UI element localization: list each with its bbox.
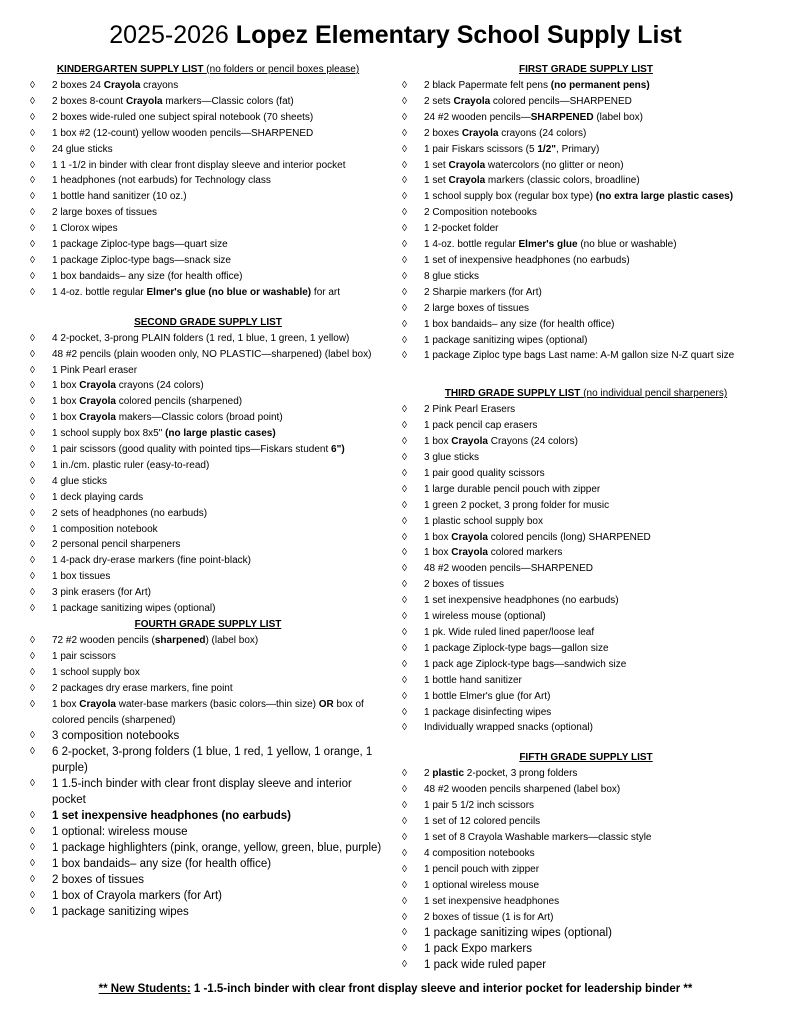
diamond-bullet-icon: ◊ (30, 286, 35, 298)
supply-item: ◊ 48 #2 pencils (plain wooden only, NO PLASTIC—sharpened) (label box) (30, 347, 386, 363)
supply-item: ◊ 2 boxes of tissues (402, 577, 770, 593)
diamond-bullet-icon: ◊ (402, 531, 407, 543)
diamond-bullet-icon: ◊ (30, 730, 35, 742)
diamond-bullet-icon: ◊ (30, 810, 35, 822)
right-column (402, 62, 770, 973)
supply-item: ◊ 24 glue sticks (30, 142, 386, 158)
supply-item: ◊ 1 set of inexpensive headphones (no earbuds) (402, 253, 770, 269)
supply-item: ◊ 6 2-pocket, 3-prong folders (1 blue, 1 red, 1 yellow, 1 orange, 1 purple) (30, 746, 373, 775)
diamond-bullet-icon: ◊ (402, 499, 407, 511)
supply-item: ◊ 1 box Crayola water-base markers (basic colors—thin size) OR box of colored pencils (sharpened) (30, 698, 364, 726)
supply-item: ◊ 1 box Crayola colored pencils (sharpened) (30, 394, 386, 410)
diamond-bullet-icon: ◊ (402, 547, 407, 559)
diamond-bullet-icon: ◊ (30, 475, 35, 487)
diamond-bullet-icon: ◊ (402, 515, 407, 527)
diamond-bullet-icon: ◊ (402, 927, 407, 939)
supply-item: ◊ 72 #2 wooden pencils (sharpened) (label box) (30, 633, 386, 649)
diamond-bullet-icon: ◊ (402, 223, 407, 235)
diamond-bullet-icon: ◊ (402, 436, 407, 448)
fourth-grade-list-continued (30, 728, 386, 920)
diamond-bullet-icon: ◊ (402, 706, 407, 718)
supply-item: ◊ 1 school supply box (30, 665, 386, 681)
diamond-bullet-icon: ◊ (30, 428, 35, 440)
diamond-bullet-icon: ◊ (402, 334, 407, 346)
diamond-bullet-icon: ◊ (30, 555, 35, 567)
diamond-bullet-icon: ◊ (402, 467, 407, 479)
diamond-bullet-icon: ◊ (402, 111, 407, 123)
supply-item: ◊ 2 boxes 24 Crayola crayons (30, 78, 386, 94)
diamond-bullet-icon: ◊ (30, 444, 35, 456)
diamond-bullet-icon: ◊ (30, 191, 35, 203)
diamond-bullet-icon: ◊ (402, 642, 407, 654)
kindergarten-list (30, 78, 386, 301)
diamond-bullet-icon: ◊ (402, 831, 407, 843)
diamond-bullet-icon: ◊ (30, 143, 35, 155)
diamond-bullet-icon: ◊ (30, 778, 35, 790)
diamond-bullet-icon: ◊ (402, 483, 407, 495)
supply-item: ◊ 3 composition notebooks (30, 730, 180, 743)
supply-item: ◊ 1 package sanitizing wipes (optional) (30, 601, 386, 617)
diamond-bullet-icon: ◊ (30, 603, 35, 615)
supply-item: ◊ 1 4-pack dry-erase markers (fine point-black) (30, 553, 386, 569)
diamond-bullet-icon: ◊ (30, 111, 35, 123)
supply-item: ◊ Individually wrapped snacks (optional) (402, 720, 770, 736)
supply-item: ◊ 1 box bandaids– any size (for health office) (402, 317, 770, 333)
title-year: 2025-2026 (109, 21, 229, 49)
supply-item: ◊ 1 box #2 (12-count) yellow wooden pencils—SHARPENED (30, 126, 386, 142)
diamond-bullet-icon: ◊ (402, 207, 407, 219)
diamond-bullet-icon: ◊ (402, 690, 407, 702)
supply-item: ◊ 1 bottle hand sanitizer (10 oz.) (30, 189, 386, 205)
supply-item: ◊ 1 composition notebook (30, 522, 386, 538)
supply-item: ◊ 1 set of 8 Crayola Washable markers—classic style (402, 830, 770, 846)
supply-item: ◊ 1 package Ziploc type bags Last name: A-M gallon size N-Z quart size (402, 348, 770, 364)
supply-item: ◊ 2 large boxes of tissues (30, 205, 386, 221)
supply-item: ◊ 1 2-pocket folder (402, 221, 770, 237)
diamond-bullet-icon: ◊ (402, 254, 407, 266)
diamond-bullet-icon: ◊ (402, 800, 407, 812)
diamond-bullet-icon: ◊ (30, 635, 35, 646)
supply-item: ◊ 1 school supply box (regular box type) (no extra large plastic cases) (402, 189, 770, 205)
diamond-bullet-icon: ◊ (402, 286, 407, 298)
diamond-bullet-icon: ◊ (402, 80, 407, 91)
supply-item: ◊ 2 boxes of tissues (30, 874, 145, 887)
diamond-bullet-icon: ◊ (402, 143, 407, 155)
diamond-bullet-icon: ◊ (402, 95, 407, 107)
supply-item: ◊ 1 optional wireless mouse (402, 878, 770, 894)
diamond-bullet-icon: ◊ (30, 396, 35, 408)
diamond-bullet-icon: ◊ (30, 239, 35, 251)
supply-item: ◊ 1 set inexpensive headphones (no earbuds) (30, 810, 292, 823)
supply-item: ◊ 1 box bandaids– any size (for health office) (30, 269, 386, 285)
diamond-bullet-icon: ◊ (30, 666, 35, 678)
fourth-grade-heading: FOURTH GRADE SUPPLY LIST (134, 619, 282, 630)
diamond-bullet-icon: ◊ (30, 507, 35, 519)
supply-item: ◊ 1 package Ziplock-type bags—gallon size (402, 641, 770, 657)
supply-item: ◊ 2 boxes Crayola crayons (24 colors) (402, 126, 770, 142)
diamond-bullet-icon: ◊ (30, 95, 35, 107)
supply-item: ◊ 1 pair scissors (good quality with pointed tips—Fiskars student 6") (30, 442, 386, 458)
supply-item: ◊ 1 bottle hand sanitizer (402, 673, 770, 689)
diamond-bullet-icon: ◊ (30, 826, 35, 838)
supply-item: ◊ 1 pair 5 1/2 inch scissors (402, 798, 770, 814)
diamond-bullet-icon: ◊ (30, 491, 35, 503)
supply-item: ◊ 1 headphones (not earbuds) for Technology class (30, 173, 386, 189)
supply-item: ◊ 1 package Ziploc-type bags—quart size (30, 237, 386, 253)
diamond-bullet-icon: ◊ (402, 943, 407, 955)
diamond-bullet-icon: ◊ (30, 906, 35, 918)
supply-item: ◊ 1 box of Crayola markers (for Art) (30, 890, 222, 903)
supply-item: ◊ 3 glue sticks (402, 450, 770, 466)
diamond-bullet-icon: ◊ (402, 895, 407, 907)
diamond-bullet-icon: ◊ (30, 571, 35, 583)
left-column (30, 62, 386, 920)
diamond-bullet-icon: ◊ (402, 911, 407, 923)
supply-item: ◊ 1 green 2 pocket, 3 prong folder for music (402, 498, 770, 514)
supply-item: ◊ 4 2-pocket, 3-prong PLAIN folders (1 red, 1 blue, 1 green, 1 yellow) (30, 331, 386, 347)
diamond-bullet-icon: ◊ (402, 159, 407, 171)
supply-item: ◊ 1 pack pencil cap erasers (402, 418, 770, 434)
supply-item: ◊ 2 personal pencil sharpeners (30, 537, 386, 553)
fifth-grade-list (402, 766, 770, 925)
diamond-bullet-icon: ◊ (30, 348, 35, 360)
diamond-bullet-icon: ◊ (30, 523, 35, 535)
supply-item: ◊ 1 set Crayola markers (classic colors, broadline) (402, 173, 770, 189)
supply-item: ◊ 1 package sanitizing wipes (optional) (402, 927, 612, 940)
diamond-bullet-icon: ◊ (30, 270, 35, 282)
supply-item: ◊ 1 box Crayola colored pencils (long) SHARPENED (402, 530, 770, 546)
fifth-grade-list-continued (402, 925, 770, 973)
supply-item: ◊ 1 set Crayola watercolors (no glitter or neon) (402, 158, 770, 174)
diamond-bullet-icon: ◊ (402, 191, 407, 203)
diamond-bullet-icon: ◊ (30, 587, 35, 599)
supply-item: ◊ 48 #2 wooden pencils sharpened (label box) (402, 782, 770, 798)
diamond-bullet-icon: ◊ (402, 579, 407, 591)
supply-item: ◊ 1 set of 12 colored pencils (402, 814, 770, 830)
diamond-bullet-icon: ◊ (402, 674, 407, 686)
diamond-bullet-icon: ◊ (30, 539, 35, 551)
diamond-bullet-icon: ◊ (30, 380, 35, 392)
supply-item: ◊ 1 pencil pouch with zipper (402, 862, 770, 878)
diamond-bullet-icon: ◊ (402, 959, 407, 971)
supply-item: ◊ 8 glue sticks (402, 269, 770, 285)
supply-item: ◊ 1 in./cm. plastic ruler (easy-to-read) (30, 458, 386, 474)
diamond-bullet-icon: ◊ (402, 318, 407, 330)
supply-item: ◊ 1 deck playing cards (30, 490, 386, 506)
diamond-bullet-icon: ◊ (30, 332, 35, 344)
diamond-bullet-icon: ◊ (30, 842, 35, 854)
diamond-bullet-icon: ◊ (402, 302, 407, 314)
diamond-bullet-icon: ◊ (402, 863, 407, 875)
supply-item: ◊ 1 box Crayola Crayons (24 colors) (402, 434, 770, 450)
supply-item: ◊ 1 Pink Pearl eraser (30, 363, 386, 379)
diamond-bullet-icon: ◊ (402, 627, 407, 638)
supply-item: ◊ 1 box tissues (30, 569, 386, 585)
supply-item: ◊ 1 school supply box 8x5" (no large plastic cases) (30, 426, 386, 442)
diamond-bullet-icon: ◊ (402, 452, 407, 464)
supply-item: ◊ 1 package highlighters (pink, orange, yellow, green, blue, purple) (30, 842, 382, 855)
kindergarten-heading: KINDERGARTEN SUPPLY LIST (no folders or pencil boxes please) (56, 64, 360, 75)
diamond-bullet-icon: ◊ (402, 768, 407, 780)
supply-item: ◊ 1 box Crayola makers—Classic colors (broad point) (30, 410, 386, 426)
diamond-bullet-icon: ◊ (30, 650, 35, 662)
supply-item: ◊ 1 box Crayola colored markers (402, 545, 770, 561)
diamond-bullet-icon: ◊ (402, 784, 407, 796)
diamond-bullet-icon: ◊ (30, 127, 35, 139)
supply-item: ◊ 1 4-oz. bottle regular Elmer's glue (no blue or washable) (402, 237, 770, 253)
supply-item: ◊ 2 Composition notebooks (402, 205, 770, 221)
third-grade-list (402, 402, 770, 736)
diamond-bullet-icon: ◊ (30, 858, 35, 870)
diamond-bullet-icon: ◊ (30, 159, 35, 171)
supply-item: ◊ 1 1 -1/2 in binder with clear front display sleeve and interior pocket (30, 158, 386, 174)
supply-item: ◊ 1 box bandaids– any size (for health office) (30, 858, 272, 871)
diamond-bullet-icon: ◊ (402, 420, 407, 432)
supply-item: ◊ 1 package disinfecting wipes (402, 705, 770, 721)
supply-item: ◊ 48 #2 wooden pencils—SHARPENED (402, 561, 770, 577)
supply-item: ◊ 1 pack wide ruled paper (402, 959, 547, 972)
diamond-bullet-icon: ◊ (30, 207, 35, 219)
supply-item: ◊ 1 pack Expo markers (402, 943, 533, 956)
diamond-bullet-icon: ◊ (30, 698, 35, 710)
diamond-bullet-icon: ◊ (30, 364, 35, 376)
title-school: Lopez Elementary School Supply List (235, 21, 682, 49)
fifth-grade-heading: FIFTH GRADE SUPPLY LIST (519, 752, 653, 764)
supply-item: ◊ 1 set inexpensive headphones (402, 894, 770, 910)
diamond-bullet-icon: ◊ (402, 127, 407, 139)
supply-item: ◊ 1 package Ziploc-type bags—snack size (30, 253, 386, 269)
diamond-bullet-icon: ◊ (402, 816, 407, 828)
supply-item: ◊ 2 large boxes of tissues (402, 301, 770, 317)
fourth-grade-list (30, 633, 386, 728)
supply-item: ◊ 1 box Crayola crayons (24 colors) (30, 378, 386, 394)
diamond-bullet-icon: ◊ (30, 890, 35, 902)
supply-item: ◊ 1 wireless mouse (optional) (402, 609, 770, 625)
diamond-bullet-icon: ◊ (30, 412, 35, 424)
supply-item: ◊ 1 optional: wireless mouse (30, 826, 188, 839)
supply-item: ◊ 2 boxes of tissue (1 is for Art) (402, 910, 770, 926)
supply-item: ◊ 2 boxes 8-count Crayola markers—Classic colors (fat) (30, 94, 386, 110)
diamond-bullet-icon: ◊ (402, 563, 407, 575)
supply-item: ◊ 2 sets Crayola colored pencils—SHARPENED (402, 94, 770, 110)
supply-item: ◊ 1 pair Fiskars scissors (5 1/2", Primary) (402, 142, 770, 158)
page-title (0, 18, 791, 52)
diamond-bullet-icon: ◊ (30, 682, 35, 694)
diamond-bullet-icon: ◊ (402, 847, 407, 859)
third-grade-heading: THIRD GRADE SUPPLY LIST (no individual pencil sharpeners) (444, 388, 728, 400)
supply-item: ◊ 1 4-oz. bottle regular Elmer's glue (no blue or washable) for art (30, 285, 386, 301)
supply-item: ◊ 2 Pink Pearl Erasers (402, 402, 770, 418)
supply-item: ◊ 1 bottle Elmer's glue (for Art) (402, 689, 770, 705)
supply-item: ◊ 2 plastic 2-pocket, 3 prong folders (402, 766, 770, 782)
diamond-bullet-icon: ◊ (30, 874, 35, 886)
diamond-bullet-icon: ◊ (402, 658, 407, 670)
diamond-bullet-icon: ◊ (402, 611, 407, 623)
supply-item: ◊ 3 pink erasers (for Art) (30, 585, 386, 601)
second-grade-heading: SECOND GRADE SUPPLY LIST (134, 316, 282, 328)
supply-item: ◊ 24 #2 wooden pencils—SHARPENED (label box) (402, 110, 770, 126)
supply-item: ◊ 1 package sanitizing wipes (optional) (402, 333, 770, 349)
diamond-bullet-icon: ◊ (402, 879, 407, 891)
supply-item: ◊ 1 1.5-inch binder with clear front display sleeve and interior pocket (30, 778, 352, 807)
diamond-bullet-icon: ◊ (30, 175, 35, 187)
supply-item: ◊ 1 pair scissors (30, 649, 386, 665)
supply-item: ◊ 2 sets of headphones (no earbuds) (30, 506, 386, 522)
first-grade-heading: FIRST GRADE SUPPLY LIST (519, 64, 653, 75)
supply-item: ◊ 2 black Papermate felt pens (no permanent pens) (402, 78, 770, 94)
diamond-bullet-icon: ◊ (30, 254, 35, 266)
second-grade-list (30, 331, 386, 617)
diamond-bullet-icon: ◊ (402, 175, 407, 187)
supply-item: ◊ 1 pack age Ziplock-type bags—sandwich size (402, 657, 770, 673)
supply-item: ◊ 2 Sharpie markers (for Art) (402, 285, 770, 301)
diamond-bullet-icon: ◊ (402, 239, 407, 251)
supply-item: ◊ 1 pk. Wide ruled lined paper/loose leaf (402, 625, 770, 641)
supply-item: ◊ 1 set inexpensive headphones (no earbuds) (402, 593, 770, 609)
supply-item: ◊ 4 glue sticks (30, 474, 386, 490)
diamond-bullet-icon: ◊ (402, 350, 407, 362)
supply-item: ◊ 1 package sanitizing wipes (30, 906, 189, 919)
supply-item: ◊ 2 boxes wide-ruled one subject spiral notebook (70 sheets) (30, 110, 386, 126)
diamond-bullet-icon: ◊ (402, 404, 407, 416)
diamond-bullet-icon: ◊ (402, 595, 407, 607)
first-grade-list (402, 78, 770, 364)
supply-item: ◊ 1 pair good quality scissors (402, 466, 770, 482)
diamond-bullet-icon: ◊ (402, 270, 407, 282)
supply-item: ◊ 1 large durable pencil pouch with zipper (402, 482, 770, 498)
diamond-bullet-icon: ◊ (402, 722, 407, 734)
supply-item: ◊ 1 Clorox wipes (30, 221, 386, 237)
diamond-bullet-icon: ◊ (30, 223, 35, 235)
diamond-bullet-icon: ◊ (30, 459, 35, 471)
supply-item: ◊ 1 plastic school supply box (402, 514, 770, 530)
supply-item: ◊ 4 composition notebooks (402, 846, 770, 862)
new-students-note: ** New Students: 1 -1.5-inch binder with clear front display sleeve and interior pocket for leadership binder ** (98, 983, 693, 995)
diamond-bullet-icon: ◊ (30, 80, 35, 91)
diamond-bullet-icon: ◊ (30, 746, 35, 758)
supply-item: ◊ 2 packages dry erase markers, fine point (30, 681, 386, 697)
